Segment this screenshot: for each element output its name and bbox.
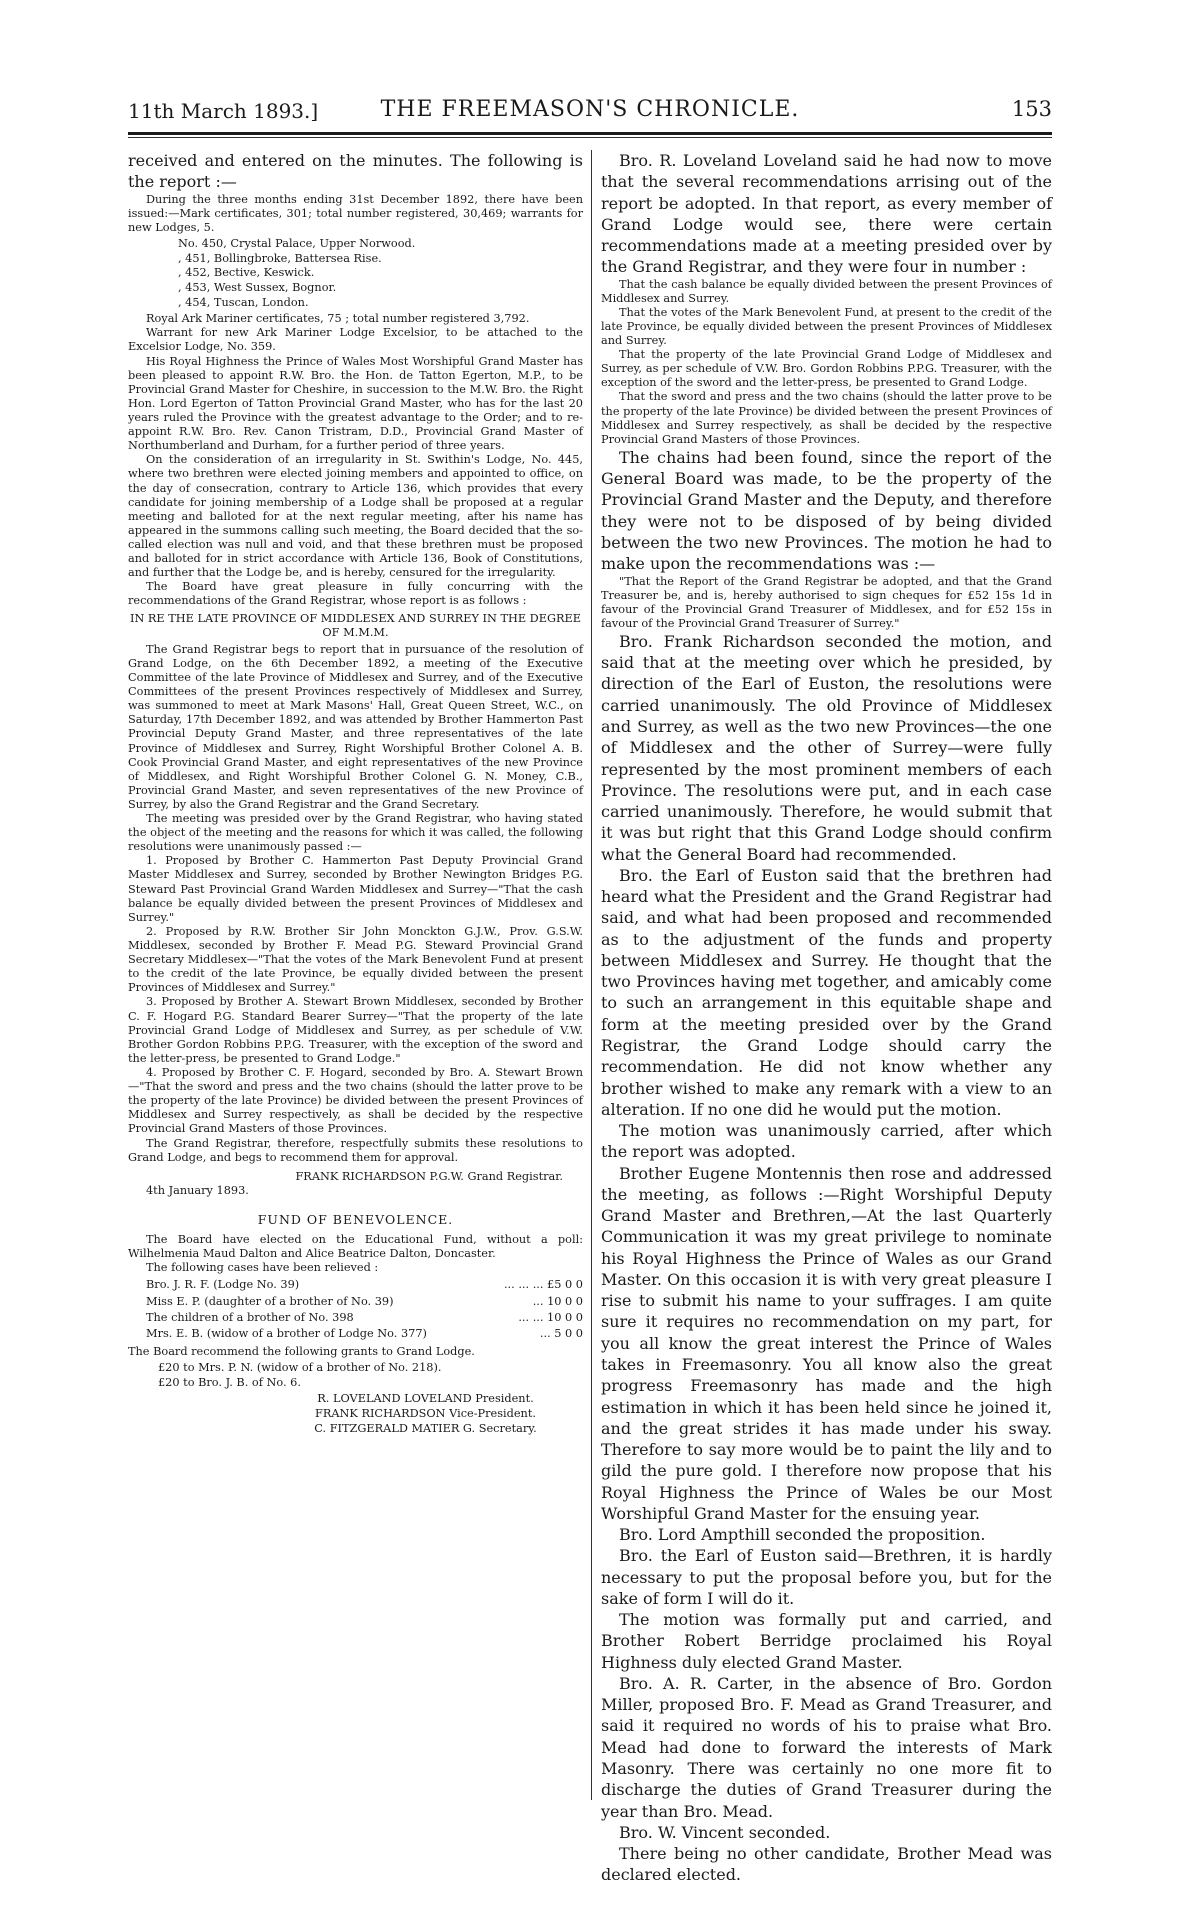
publication-title: THE FREEMASON'S CHRONICLE.: [380, 97, 800, 122]
list-item: [128, 1310, 583, 1326]
resolution-3: 3. Proposed by Brother A. Stewart Brown Middlesex, seconded by Brother C. F. Hogard P.G. Standard Bearer Surrey—"That the property of the late Provincial Grand Lodge of Middlesex and Surrey, as per schedule of V.W. Brother Gordon Robbins P.P.G. Treasurer, with the exception of the sword and the letter-press, be presented to Grand Lodge.": [128, 995, 583, 1065]
paragraph: The chains had been found, since the report of the General Board was made, to be the property of the Provincial Grand Master and the Deputy, and therefore they were not to be disposed of by being divided between the two new Provinces. The motion he had to make upon the recommendations was :—: [601, 447, 1052, 574]
paragraph: Bro. the Earl of Euston said—Brethren, it is hardly necessary to put the proposal before you, but for the sake of form I will do it.: [601, 1546, 1052, 1608]
signature-date: 4th January 1893.: [146, 1183, 249, 1197]
lodge-list: [178, 237, 583, 310]
officer-name: R. LOVELAND LOVELAND President.: [317, 1392, 534, 1406]
paragraph: Bro. W. Vincent seconded.: [619, 1822, 831, 1842]
resolution-1: 1. Proposed by Brother C. Hammerton Past Deputy Provincial Grand Master Middlesex and Surrey, seconded by Brother Newington Bridges P.G. Steward Past Provincial Grand Warden Middlesex and Surrey—"That the cash balance be equally divided between the present Provinces of Middlesex and Surrey.": [128, 854, 583, 924]
board-paragraph: The Board have great pleasure in fully concurring with the recommendations of the Grand Registrar, whose report is as follows :: [128, 580, 583, 608]
submits-paragraph: The Grand Registrar, therefore, respectfully submits these resolutions to Grand Lodge, and begs to recommend them for approval.: [128, 1136, 583, 1164]
list-item: [128, 1277, 583, 1293]
case-label: The children of a brother of No. 398: [146, 1311, 354, 1325]
list-item: , 451, Bollingbroke, Battersea Rise.: [178, 251, 382, 265]
paragraph: Bro. Frank Richardson seconded the motion, and said that at the meeting over which he presided, by direction of the Earl of Euston, the resolutions were carried unanimously. The old Province of Middlesex and Surrey, as well as the two new Provinces—the one of Middlesex and the other of Surrey—were fully represented by the most prominent members of each Province. The resolutions were put, and in each case carried unanimously. Therefore, he would submit that it was but right that this Grand Lodge should confirm what the General Board had recommended.: [601, 631, 1052, 864]
motion-text: "That the Report of the Grand Registrar be adopted, and that the Grand Treasurer be, and is, hereby authorised to sign cheques for £52 15s 1d in favour of the Provincial Grand Treasurer of Middlesex, and for £52 15s in favour of the Provincial Grand Treasurer of Surrey.": [601, 574, 1052, 630]
paragraph: Bro. the Earl of Euston said that the brethren had heard what the President and the Grand Registrar had said, and what had been proposed and recommended as to the adjustment of the funds and property between Middlesex and Surrey. He thought that the two Provinces having met together, and amicably come to such an arrangement in this equitable shape and form at the meeting presided over by the Grand Registrar, the Grand Lodge should carry the recommendation. He did not know whether any brother wished to make any remark with a view to an alteration. If no one did he would put the motion.: [601, 865, 1052, 1119]
officer-signatures: [268, 1392, 583, 1436]
warrant-paragraph: Warrant for new Ark Mariner Lodge Excelsior, to be attached to the Excelsior Lodge, No. 359.: [128, 326, 583, 354]
header-rule: [128, 132, 1052, 135]
paragraph: The motion was unanimously carried, after which the report was adopted.: [601, 1121, 1052, 1162]
list-item: , 453, West Sussex, Bognor.: [178, 280, 337, 294]
fund-paragraph-1: The Board have elected on the Educational Fund, without a poll: Wilhelmenia Maud Dalton and Alice Beatrice Dalton, Doncaster.: [128, 1233, 583, 1261]
quoted-recommendation: That the cash balance be equally divided between the present Provinces of Middlesex and Surrey.: [601, 277, 1052, 305]
grants-intro: The Board recommend the following grants to Grand Lodge.: [128, 1344, 475, 1358]
registrar-report-paragraph: The Grand Registrar begs to report that in pursuance of the resolution of Grand Lodge, on the 6th December 1892, a meeting of the Executive Committee of the late Province of Middlesex and Surrey, and of the Executive Committees of the present Provinces respectively of Middlesex and Surrey, was summoned to meet at Mark Masons' Hall, Great Queen Street, W.C., on Saturday, 17th December 1892, and was attended by Brother Hammerton Past Provincial Deputy Grand Master, and three representatives of the late Province of Middlesex and Surrey, Right Worshipful Brother Colonel A. B. Cook Provincial Grand Master, and eight representatives of the new Province of Middlesex, and Right Worshipful Brother Colonel G. N. Money, C.B., Provincial Grand Master, and seven representatives of the new Province of Surrey, by also the Grand Registrar and the Grand Secretary.: [128, 642, 583, 811]
case-label: Bro. J. R. F. (Lodge No. 39): [146, 1278, 300, 1292]
paragraph: There being no other candidate, Brother Mead was declared elected.: [601, 1844, 1052, 1885]
page-number: 153: [1011, 97, 1052, 121]
quoted-recommendation: That the property of the late Provincial Grand Lodge of Middlesex and Surrey, as per schedule of V.W. Bro. Gordon Robbins P.P.G. Treasurer, with the exception of the sword and the letter-press, be presented to Grand Lodge.: [601, 348, 1052, 390]
case-label: Mrs. E. B. (widow of a brother of Lodge No. 377): [146, 1327, 427, 1341]
paragraph: Bro. A. R. Carter, in the absence of Bro. Gordon Miller, proposed Bro. F. Mead as Grand Treasurer, and said it required no words of his to praise what Bro. Mead had done to forward the interests of Mark Masonry. There was certainly no one more fit to discharge the duties of Grand Treasurer during the year than Bro. Mead.: [601, 1673, 1052, 1821]
list-item: , 454, Tuscan, London.: [178, 295, 309, 309]
list-item: £20 to Bro. J. B. of No. 6.: [158, 1375, 301, 1389]
royal-ark-paragraph: Royal Ark Mariner certificates, 75 ; total number registered 3,792.: [146, 312, 530, 326]
resolution-4: 4. Proposed by Brother C. F. Hogard, seconded by Bro. A. Stewart Brown—"That the sword and press and the two chains (should the latter prove to be the property of the late Province) be divided between the present Provinces of Middlesex and Surrey respectively, as shall be decided by the respective Provincial Grand Masters of those Provinces.: [128, 1066, 583, 1136]
paragraph: Bro. Lord Ampthill seconded the proposition.: [619, 1525, 986, 1545]
case-amount: ... 5 0 0: [539, 1327, 583, 1341]
quoted-recommendation: That the sword and press and the two chains (should the latter prove to be the property of the late Province) be divided between the present Provinces of Middlesex and Surrey respectively, as shall be decided by the respective Provincial Grand Masters of those Provinces.: [601, 390, 1052, 446]
paragraph: The motion was formally put and carried, and Brother Robert Berridge proclaimed his Royal Highness duly elected Grand Master.: [601, 1610, 1052, 1672]
cases-list: [128, 1277, 583, 1343]
report-paragraph: During the three months ending 31st December 1892, there have been issued:—Mark certificates, 301; total number registered, 30,469; warrants for new Lodges, 5.: [128, 192, 583, 234]
paragraph: Bro. R. Loveland Loveland said he had now to move that the several recommendations arrising out of the report be adopted. In that report, as every member of Grand Lodge would see, there were certain recommendations made at a meeting presided over by the Grand Registrar, and they were four in number :: [601, 151, 1052, 277]
fund-heading: FUND OF BENEVOLENCE.: [257, 1212, 454, 1227]
paragraph: Brother Eugene Montennis then rose and addressed the meeting, as follows :—Right Worshipful Deputy Grand Master and Brethren,—At the last Quarterly Communication it was my great privilege to nominate his Royal Highness the Prince of Wales as our Grand Master. On this occasion it is with very great pleasure I rise to submit his name to your suffrages. I am quite sure it requires no recommendation on my part, for you all know the great interest the Prince of Wales takes in Freemasonry. You all know also the great progress Freemasonry has made and the high estimation in which it has been held since he joined it, and the great strides it has made under his sway. Therefore to say more would be to paint the lily and to gild the pure gold. I therefore now propose that his Royal Highness the Prince of Wales be our Most Worshipful Grand Master for the ensuing year.: [601, 1163, 1052, 1523]
case-amount: ... ... ... £5 0 0: [503, 1278, 583, 1292]
list-item: £20 to Mrs. P. N. (widow of a brother of No. 218).: [158, 1360, 442, 1374]
column-divider: [591, 150, 592, 1800]
irregularity-paragraph: On the consideration of an irregularity in St. Swithin's Lodge, No. 445, where two brethren were elected joining members and appointed to office, on the day of consecration, contrary to Article 136, which provides that every candidate for joining membership of a Lodge shall be proposed at a regular meeting and balloted for at the next regular meeting, after his name has appeared in the summons calling such meeting, the Board decided that the so-called election was null and void, and that these brethren must be proposed and balloted for in strict accordance with Article 136, Book of Constitutions, and further that the Lodge be, and is hereby, censured for the irregularity.: [128, 453, 583, 580]
page-header: [128, 95, 1052, 131]
prince-paragraph: His Royal Highness the Prince of Wales Most Worshipful Grand Master has been pleased to appoint R.W. Bro. the Hon. de Tatton Egerton, M.P., to be Provincial Grand Master for Cheshire, in succession to the M.W. Bro. the Right Hon. Lord Egerton of Tatton Provincial Grand Master, who has for the last 20 years ruled the Province with the greatest advantage to the Order; and to re-appoint R.W. Bro. Rev. Canon Tristram, D.D., Provincial Grand Master of Northumberland and Durham, for a further period of three years.: [128, 354, 583, 453]
issue-date: 11th March 1893.]: [128, 99, 319, 123]
intro-paragraph: received and entered on the minutes. The following is the report :—: [128, 151, 583, 192]
left-column: [128, 150, 583, 1436]
grants-list: [158, 1361, 583, 1390]
registrar-signature: FRANK RICHARDSON P.G.W. Grand Registrar.: [295, 1169, 563, 1183]
case-label: Miss E. P. (daughter of a brother of No. 39): [146, 1294, 394, 1308]
list-item: No. 450, Crystal Palace, Upper Norwood.: [178, 236, 416, 250]
meeting-paragraph: The meeting was presided over by the Grand Registrar, who having stated the object of the meeting and the reasons for which it was called, the following resolutions were unanimously passed :—: [128, 812, 583, 854]
in-re-heading: IN RE THE LATE PROVINCE OF MIDDLESEX AND SURREY IN THE DEGREE OF M.M.M.: [129, 611, 582, 639]
resolution-2: 2. Proposed by R.W. Brother Sir John Monckton G.J.W., Prov. G.S.W. Middlesex, seconded by Brother F. Mead P.G. Steward Provincial Grand Secretary Middlesex—"That the votes of the Mark Benevolent Fund at present to the credit of the late Province, be equally divided between the present Provinces of Middlesex and Surrey.": [128, 924, 583, 995]
quoted-recommendation: That the votes of the Mark Benevolent Fund, at present to the credit of the late Province, be equally divided between the present Provinces of Middlesex and Surrey.: [601, 305, 1052, 348]
list-item: [128, 1326, 583, 1342]
fund-paragraph-2: The following cases have been relieved :: [146, 1261, 379, 1275]
list-item: , 452, Bective, Keswick.: [178, 266, 315, 280]
officer-name: FRANK RICHARDSON Vice-President.: [315, 1406, 536, 1420]
officer-name: C. FITZGERALD MATIER G. Secretary.: [314, 1421, 537, 1435]
header-rule-thin: [128, 137, 1052, 138]
case-amount: ... 10 0 0: [532, 1294, 583, 1308]
case-amount: ... ... 10 0 0: [518, 1311, 583, 1325]
list-item: [128, 1294, 583, 1310]
right-column: [601, 150, 1052, 1886]
